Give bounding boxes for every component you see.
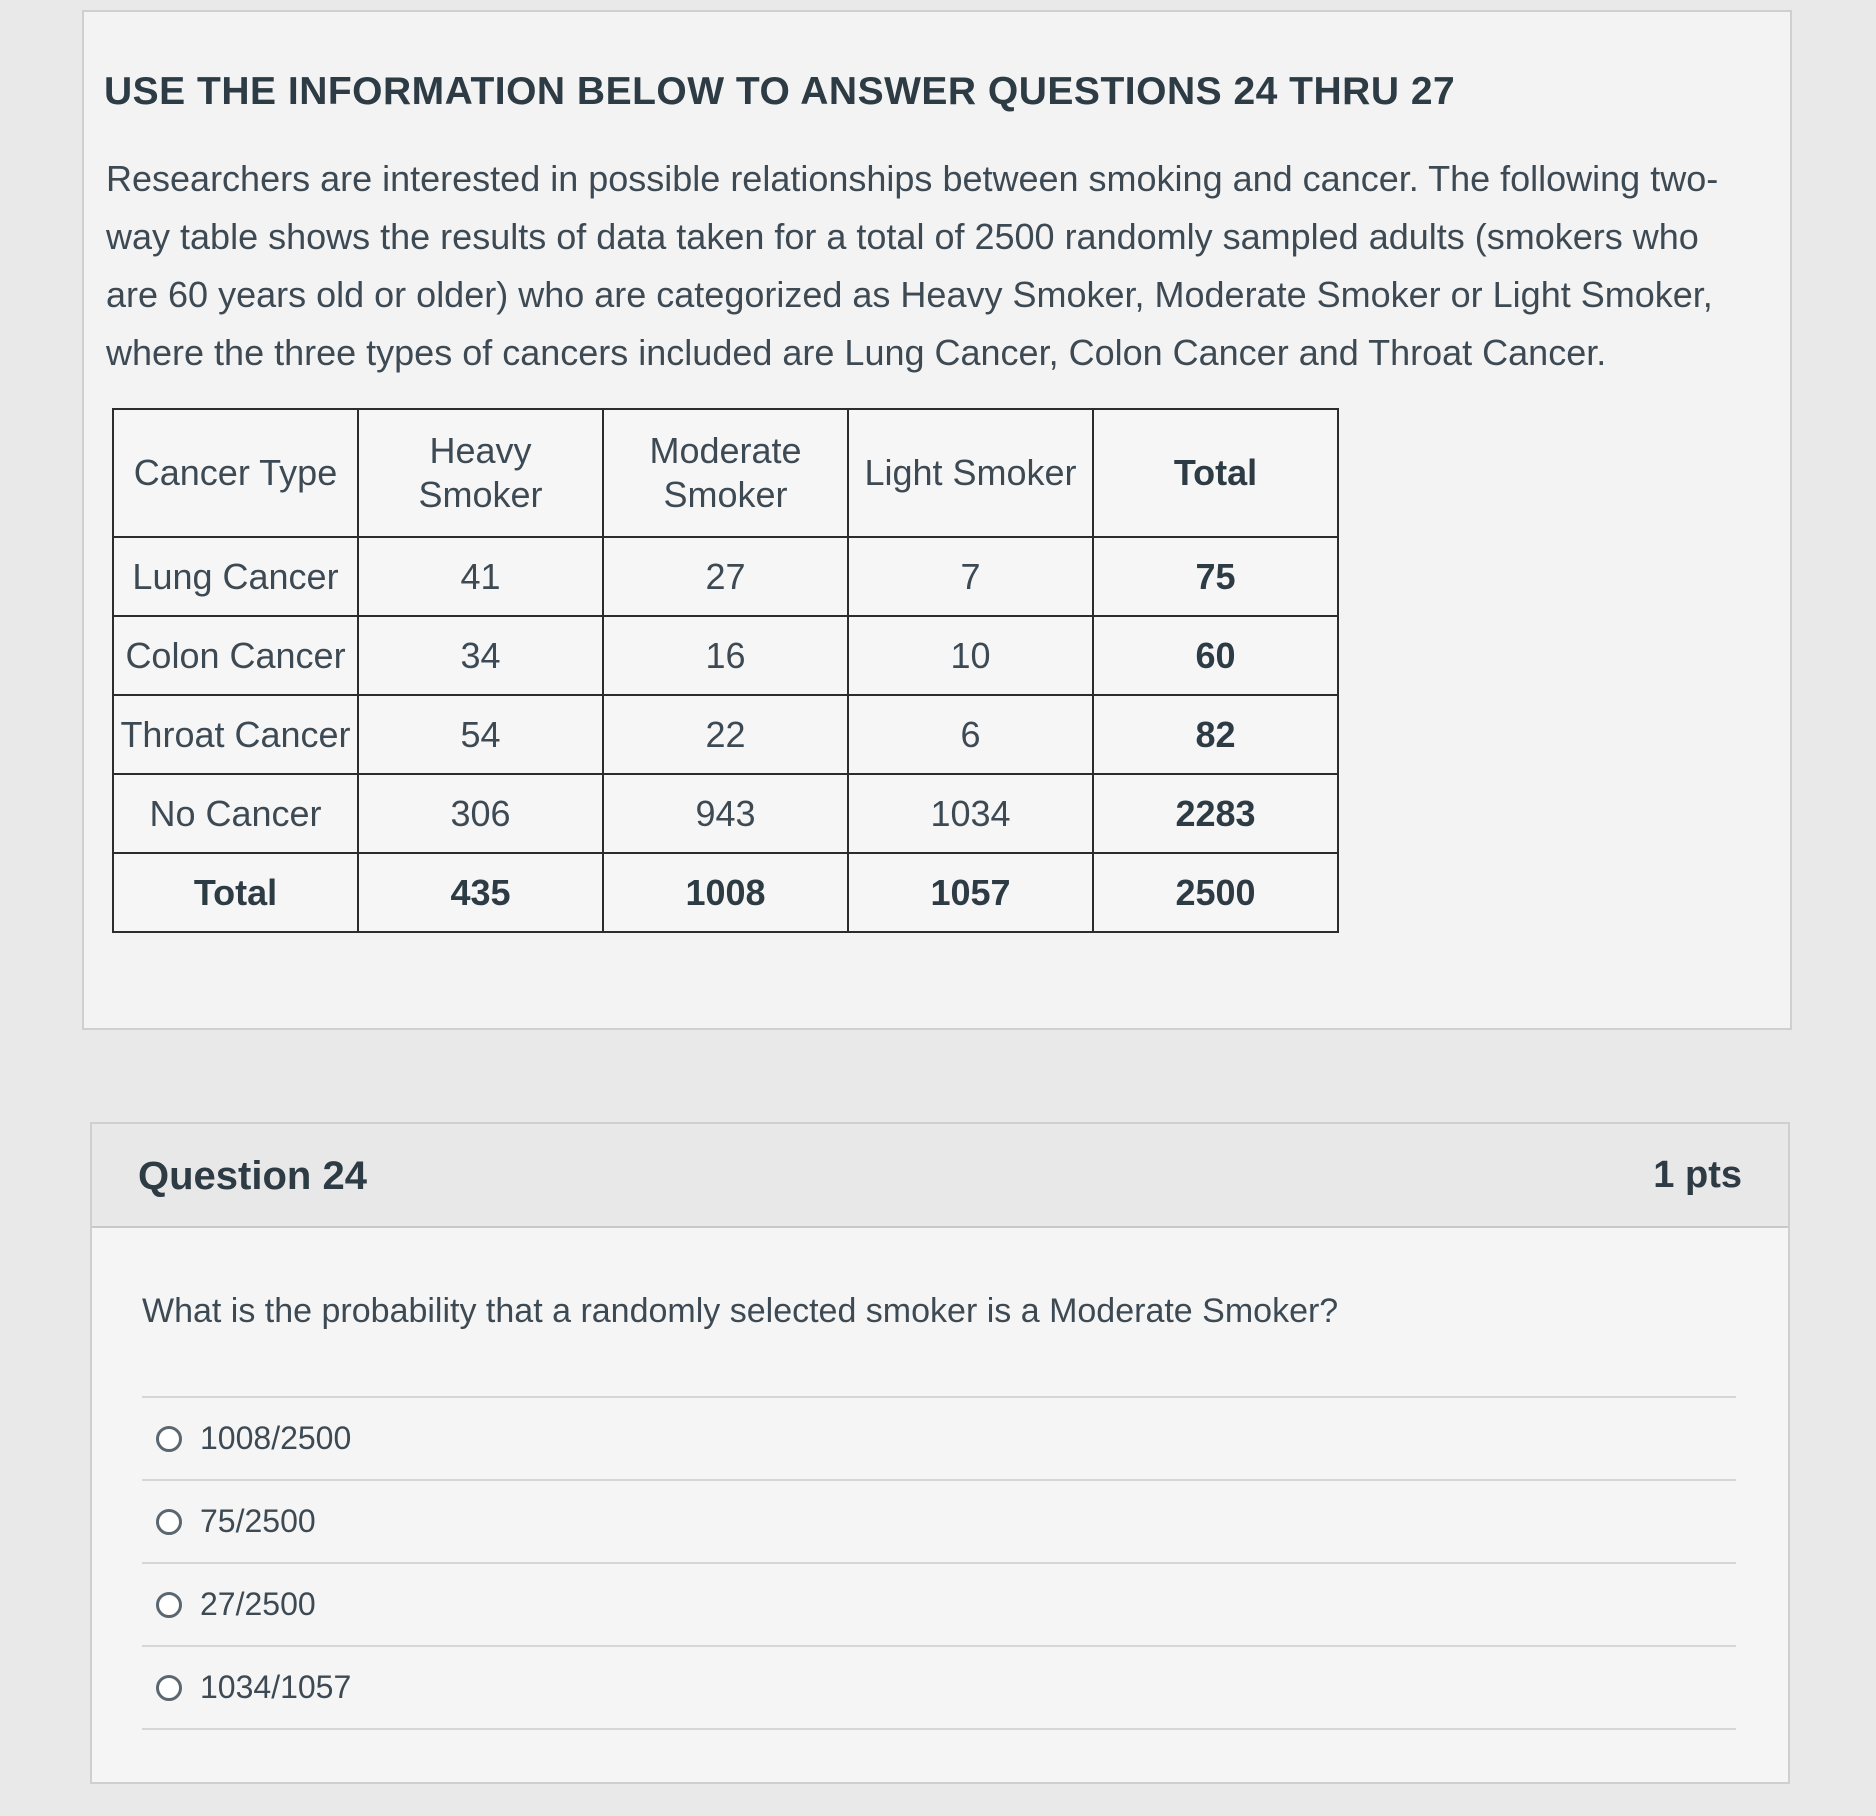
table-cell: Colon Cancer [113,616,358,695]
question-header [92,1124,1788,1228]
table-cell: 75 [1093,537,1338,616]
table-cell: 54 [358,695,603,774]
information-panel [82,10,1792,1030]
radio-button-icon[interactable] [156,1675,182,1701]
info-title: USE THE INFORMATION BELOW TO ANSWER QUESTIONS 24 THRU 27 [104,70,1456,113]
table-cell: Lung Cancer [113,537,358,616]
table-cell: 10 [848,616,1093,695]
table-cell: 16 [603,616,848,695]
answer-label[interactable]: 75/2500 [200,1503,316,1539]
table-cell: 34 [358,616,603,695]
table-cell: 7 [848,537,1093,616]
question-title: Question 24 [138,1154,367,1198]
answer-option[interactable] [142,1398,1736,1481]
answer-option[interactable] [142,1647,1736,1730]
table-header-cell: Total [1093,409,1338,537]
radio-button-icon[interactable] [156,1509,182,1535]
table-cell: 82 [1093,695,1338,774]
answer-list [142,1396,1736,1730]
radio-button-icon[interactable] [156,1592,182,1618]
table-cell: 1057 [848,853,1093,932]
two-way-table [112,408,1339,933]
table-cell: 27 [603,537,848,616]
answer-label[interactable]: 1008/2500 [200,1420,352,1456]
table-row [113,537,1338,616]
answer-label[interactable]: 27/2500 [200,1586,316,1622]
table-header-cell: Light Smoker [848,409,1093,537]
table-cell: Total [113,853,358,932]
table-cell: 2283 [1093,774,1338,853]
answer-option[interactable] [142,1564,1736,1647]
answer-label[interactable]: 1034/1057 [200,1669,352,1705]
table-cell: 306 [358,774,603,853]
table-cell: 1034 [848,774,1093,853]
radio-button-icon[interactable] [156,1426,182,1452]
table-cell: No Cancer [113,774,358,853]
table-cell: 435 [358,853,603,932]
question-text: What is the probability that a randomly selected smoker is a Moderate Smoker? [142,1292,1339,1330]
answer-option[interactable] [142,1481,1736,1564]
table-row [113,695,1338,774]
table-row [113,774,1338,853]
table-cell: 6 [848,695,1093,774]
question-panel [90,1122,1790,1784]
info-paragraph: Researchers are interested in possible relationships between smoking and cancer. The following two-way table shows the results of data taken for a total of 2500 randomly sampled adults (smokers who are 60 years old or older) who are categorized as Heavy Smoker, Moderate Smoker or Light Smoker, where the three types of cancers included are Lung Cancer, Colon Cancer and Throat Cancer. [106,158,1719,373]
table-cell: 60 [1093,616,1338,695]
question-points: 1 pts [1653,1154,1742,1196]
table-header-cell: Cancer Type [113,409,358,537]
table-row [113,616,1338,695]
table-header-row [113,409,1338,537]
table-cell: Throat Cancer [113,695,358,774]
table-row-total [113,853,1338,932]
table-header-cell: Moderate Smoker [603,409,848,537]
table-cell: 2500 [1093,853,1338,932]
table-cell: 943 [603,774,848,853]
table-cell: 1008 [603,853,848,932]
table-cell: 22 [603,695,848,774]
table-header-cell: Heavy Smoker [358,409,603,537]
table-cell: 41 [358,537,603,616]
